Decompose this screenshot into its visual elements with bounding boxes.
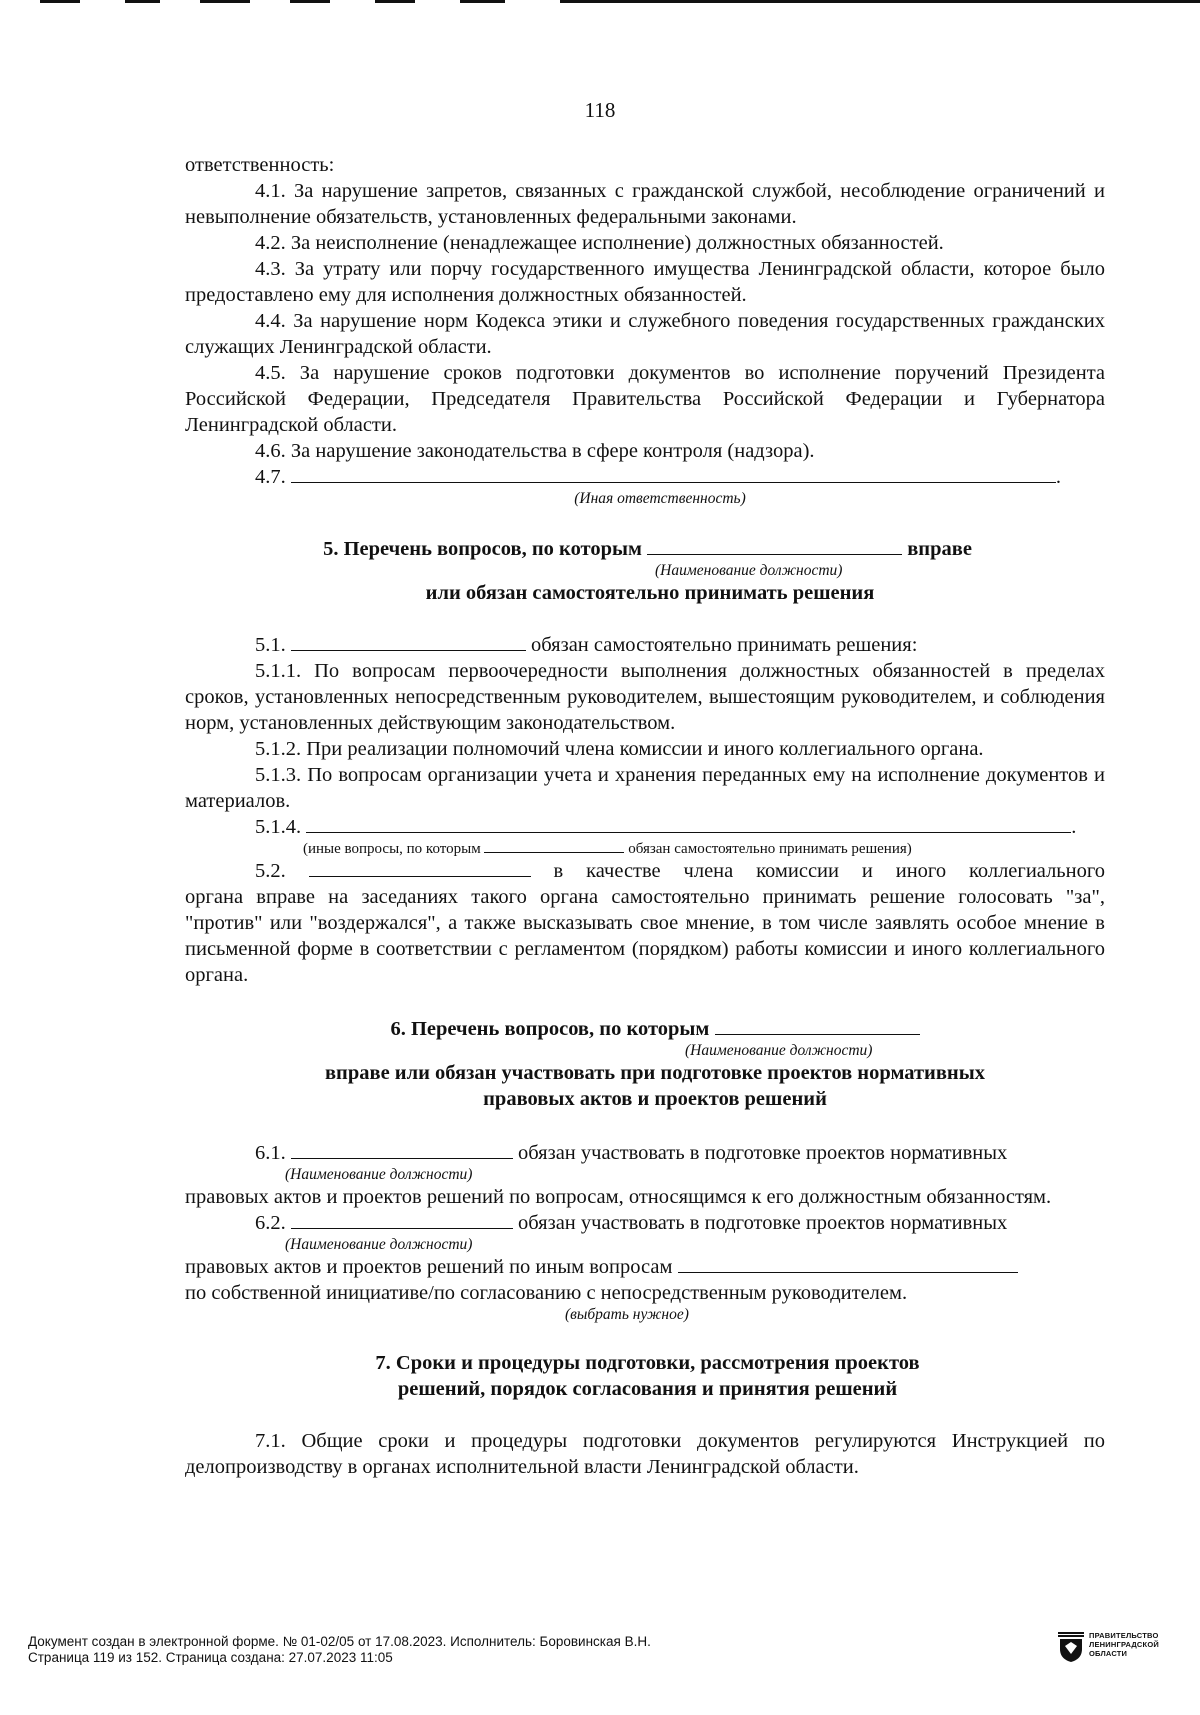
item-4-1: 4.1. За нарушение запретов, связанных с гражданской службой, несоблюдение ограничений и невыполнение обязательств, установленных федеральными законами.: [185, 180, 1105, 228]
section-7-heading-line2: решений, порядок согласования и принятия решений: [397, 1378, 898, 1400]
item-5-1-4-label: 5.1.4.: [255, 816, 302, 838]
page-number: 118: [584, 98, 616, 122]
item-4-7-blank: [291, 464, 1056, 483]
item-6-2-line2-text: правовых актов и проектов решений по иным вопросам: [185, 1256, 673, 1278]
item-6-2-blank: [291, 1210, 513, 1229]
footer-line-2: Страница 119 из 152. Страница создана: 27.07.2023 11:05: [28, 1650, 393, 1665]
item-6-2-line2-blank: [678, 1254, 1018, 1273]
item-6-2: [185, 1210, 1105, 1236]
coat-of-arms-icon: [1057, 1632, 1085, 1662]
item-5-1-4-caption-b: обязан самостоятельно принимать решения): [628, 841, 912, 857]
government-logo: [1057, 1630, 1177, 1668]
item-5-1-blank: [291, 632, 526, 651]
item-4-3: 4.3. За утрату или порчу государственного имущества Ленинградской области, которое было предоставлено ему для исполнения должностных обязанностей.: [185, 258, 1105, 306]
logo-text-line-3: ОБЛАСТИ: [1089, 1649, 1128, 1658]
item-5-1-3: 5.1.3. По вопросам организации учета и хранения переданных ему на исполнение документов и материалов.: [185, 764, 1105, 812]
responsibility-intro: ответственность:: [185, 154, 335, 176]
section-6-heading-line2: вправе или обязан участвовать при подготовке проектов нормативных: [324, 1062, 986, 1084]
section-7-heading-line1: 7. Сроки и процедуры подготовки, рассмотрения проектов: [375, 1352, 920, 1374]
document-body: [185, 152, 1105, 1480]
item-4-5: 4.5. За нарушение сроков подготовки документов во исполнение поручений Президента Российской Федерации, Председателя Правительства Российской Федерации и Губернатора Ленинградской области.: [185, 362, 1105, 436]
item-6-2-label: 6.2.: [255, 1212, 286, 1234]
item-5-1-4-caption: [185, 840, 1105, 858]
item-6-1-caption: (Наименование должности): [285, 1166, 473, 1183]
item-6-1: [185, 1140, 1105, 1166]
logo-text-line-1: ПРАВИТЕЛЬСТВО: [1089, 1631, 1159, 1640]
logo-text-line-2: ЛЕНИНГРАДСКОЙ: [1089, 1640, 1159, 1649]
item-5-1-4-caption-a: (иные вопросы, по которым: [303, 841, 481, 857]
item-6-1-text: обязан участвовать в подготовке проектов нормативных: [518, 1142, 1008, 1164]
section-5-position-blank: [647, 536, 902, 555]
item-5-1-4-blank: [306, 814, 1071, 833]
item-4-7-end: .: [1055, 466, 1061, 488]
item-4-4: 4.4. За нарушение норм Кодекса этики и служебного поведения государственных гражданских служащих Ленинградской области.: [185, 310, 1105, 358]
section-5-heading-text-2: вправе: [907, 538, 972, 560]
item-5-1-4: [185, 814, 1105, 840]
section-6-heading-line3: правовых актов и проектов решений: [483, 1088, 827, 1110]
item-6-2-caption: (Наименование должности): [285, 1236, 473, 1253]
item-4-2: 4.2. За неисполнение (ненадлежащее исполнение) должностных обязанностей.: [255, 232, 944, 254]
item-5-1-text: обязан самостоятельно принимать решения:: [531, 634, 918, 656]
section-5-heading-line2: или обязан самостоятельно принимать решения: [425, 582, 875, 604]
item-6-1-blank: [291, 1140, 513, 1159]
item-5-2-firstline: [185, 858, 1105, 884]
logo-text: [1089, 1631, 1159, 1658]
item-5-2-rest: органа вправе на заседаниях такого органа самостоятельно принимать решение голосовать "за", "против" или "воздержался", а также высказывать свое мнение, в том числе заявлять особое мнение в письменной форме в соответствии с регламентом (порядком) работы комиссии и иного коллегиального органа.: [185, 886, 1105, 986]
item-6-2-line2: [185, 1254, 1105, 1280]
item-5-2-blank: [309, 858, 531, 877]
section-6-heading: [185, 1016, 1105, 1042]
section-6-position-blank: [715, 1016, 920, 1035]
item-7-1: 7.1. Общие сроки и процедуры подготовки документов регулируются Инструкцией по делопроизводству в органах исполнительной власти Ленинградской области.: [185, 1430, 1105, 1478]
item-4-7-caption: (Иная ответственность): [574, 490, 746, 507]
item-5-1-1: 5.1.1. По вопросам первоочередности выполнения должностных обязанностей в пределах сроков, установленных непосредственным руководителем, вышестоящим руководителем, и соблюдения норм, установленных действующим законодательством.: [185, 660, 1105, 734]
item-6-1-rest: правовых актов и проектов решений по вопросам, относящимся к его должностным обязанностям.: [185, 1186, 1052, 1208]
section-5-heading-text: 5. Перечень вопросов, по которым: [323, 538, 642, 560]
scan-top-edge: [0, 0, 1200, 4]
item-6-2-caption2: (выбрать нужное): [565, 1306, 689, 1323]
footer-line-1: Документ создан в электронной форме. № 01-02/05 от 17.08.2023. Исполнитель: Боровинская В.Н.: [28, 1634, 651, 1649]
item-5-2-text: в качестве члена комиссии и иного коллегиального: [553, 860, 1106, 882]
section-5-heading: [185, 536, 1105, 562]
item-4-7-label: 4.7.: [255, 466, 286, 488]
section-5-position-caption: (Наименование должности): [655, 562, 843, 579]
item-4-7: [185, 464, 1105, 490]
document-footer: [28, 1634, 651, 1666]
item-4-6: 4.6. За нарушение законодательства в сфере контроля (надзора).: [255, 440, 815, 462]
item-6-1-label: 6.1.: [255, 1142, 286, 1164]
item-5-1-label: 5.1.: [255, 634, 286, 656]
item-5-1-2: 5.1.2. При реализации полномочий члена комиссии и иного коллегиального органа.: [255, 738, 984, 760]
item-5-1: [185, 632, 1105, 658]
item-5-2-label: 5.2.: [255, 860, 286, 882]
section-6-heading-text: 6. Перечень вопросов, по которым: [390, 1018, 710, 1040]
item-5-1-4-caption-blank: [484, 840, 624, 853]
item-6-2-text: обязан участвовать в подготовке проектов нормативных: [518, 1212, 1008, 1234]
item-6-2-line3: по собственной инициативе/по согласованию с непосредственным руководителем.: [185, 1282, 908, 1304]
item-5-1-4-end: .: [1071, 816, 1077, 838]
section-6-position-caption: (Наименование должности): [685, 1042, 873, 1059]
